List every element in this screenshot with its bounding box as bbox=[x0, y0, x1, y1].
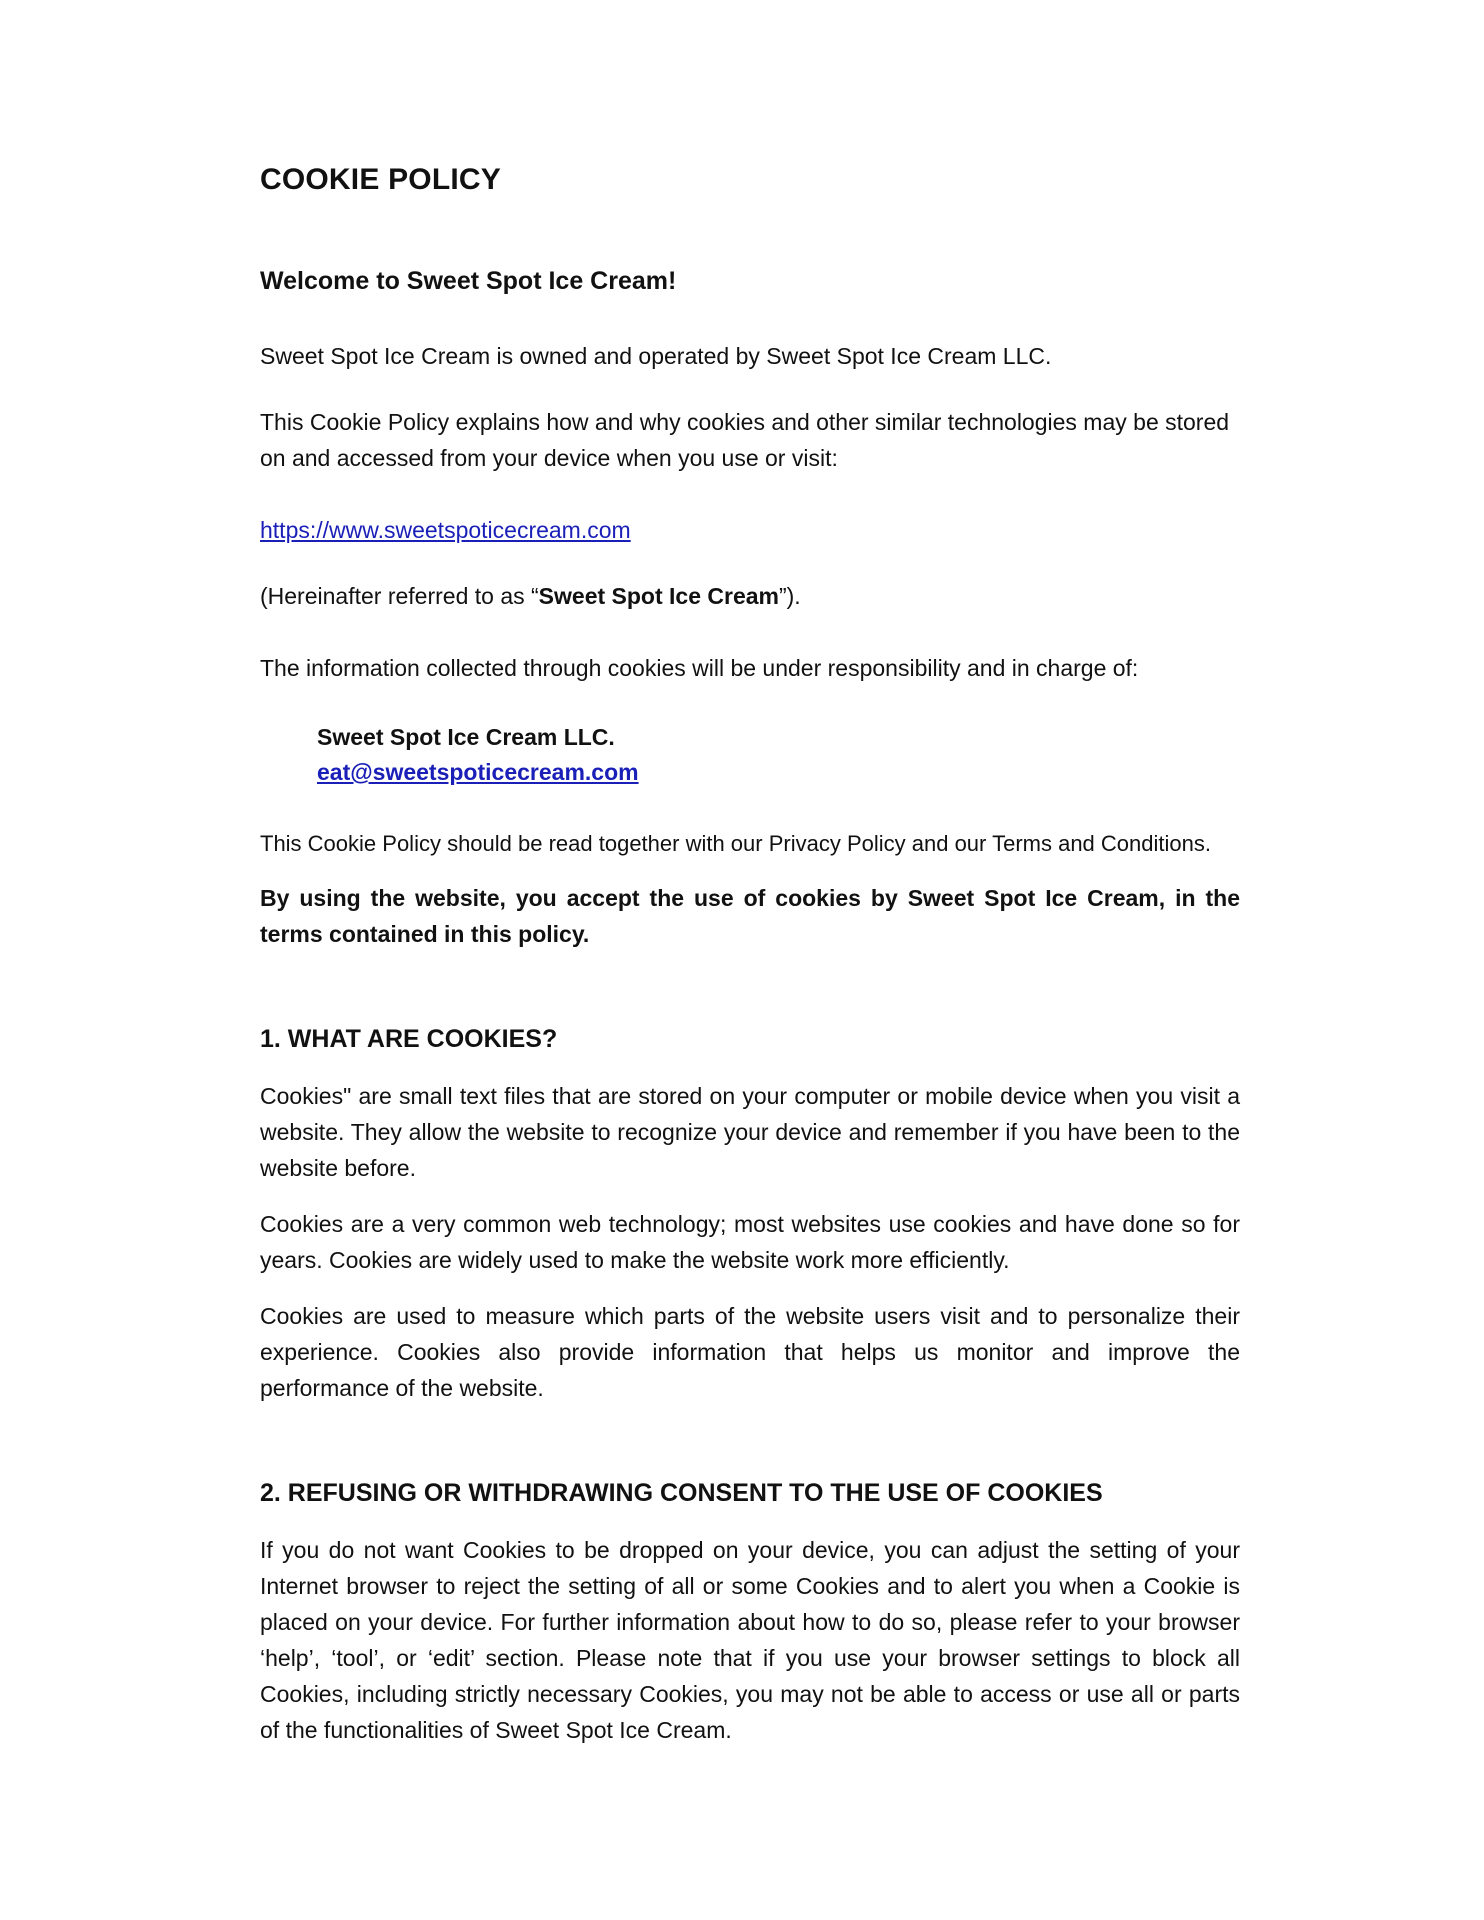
ownership-paragraph: Sweet Spot Ice Cream is owned and operated by Sweet Spot Ice Cream LLC. bbox=[260, 343, 1052, 369]
read-together-paragraph: This Cookie Policy should be read together with our Privacy Policy and our Terms and Conditions. bbox=[260, 831, 1211, 856]
hereinafter-suffix: ”). bbox=[778, 583, 801, 609]
section-heading-refusing-consent: 2. REFUSING OR WITHDRAWING CONSENT TO THE USE OF COOKIES bbox=[260, 1479, 1103, 1507]
page-title: COOKIE POLICY bbox=[260, 163, 501, 196]
website-url-link[interactable]: https://www.sweetspoticecream.com bbox=[260, 517, 631, 543]
explanation-paragraph: This Cookie Policy explains how and why cookies and other similar technologies may be stored on and accessed from your device when you use or visit: bbox=[260, 409, 1230, 471]
section-paragraph: Cookies are used to measure which parts of the website users visit and to personalize their experience. Cookies also provide information that helps us monitor and improve the performance of the website. bbox=[260, 1303, 1240, 1401]
acceptance-paragraph: By using the website, you accept the use of cookies by Sweet Spot Ice Cream, in the terms contained in this policy. bbox=[260, 885, 1240, 947]
section-heading-what-are-cookies: 1. WHAT ARE COOKIES? bbox=[260, 1025, 558, 1053]
section-paragraph: If you do not want Cookies to be dropped on your device, you can adjust the setting of your Internet browser to reject the setting of all or some Cookies and to alert you when a Cookie is placed on your device. For further information about how to do so, please refer to your browser ‘help’, ‘tool’, or ‘edit’ section. Please note that if you use your browser settings to block all Cookies, including strictly necessary Cookies, you may not be able to access or use all or parts of the functionalities of Sweet Spot Ice Cream. bbox=[260, 1537, 1240, 1743]
hereinafter-prefix: (Hereinafter referred to as “ bbox=[260, 583, 539, 609]
owner-contact-block bbox=[260, 720, 1240, 790]
section-paragraph: Cookies" are small text files that are stored on your computer or mobile device when you visit a website. They allow the website to recognize your device and remember if you have been to the website before. bbox=[260, 1083, 1240, 1181]
section-paragraph: Cookies are a very common web technology; most websites use cookies and have done so for years. Cookies are widely used to make the website work more efficiently. bbox=[260, 1211, 1240, 1273]
website-url-paragraph bbox=[260, 512, 1240, 548]
owner-email-link[interactable]: eat@sweetspoticecream.com bbox=[317, 759, 639, 785]
hereinafter-name: Sweet Spot Ice Cream bbox=[538, 583, 779, 609]
welcome-heading: Welcome to Sweet Spot Ice Cream! bbox=[260, 267, 677, 295]
responsibility-paragraph: The information collected through cookies will be under responsibility and in charge of: bbox=[260, 655, 1139, 681]
owner-name: Sweet Spot Ice Cream LLC. bbox=[317, 724, 615, 750]
hereinafter-paragraph bbox=[260, 578, 1240, 614]
cookie-policy-document bbox=[260, 150, 1240, 1748]
